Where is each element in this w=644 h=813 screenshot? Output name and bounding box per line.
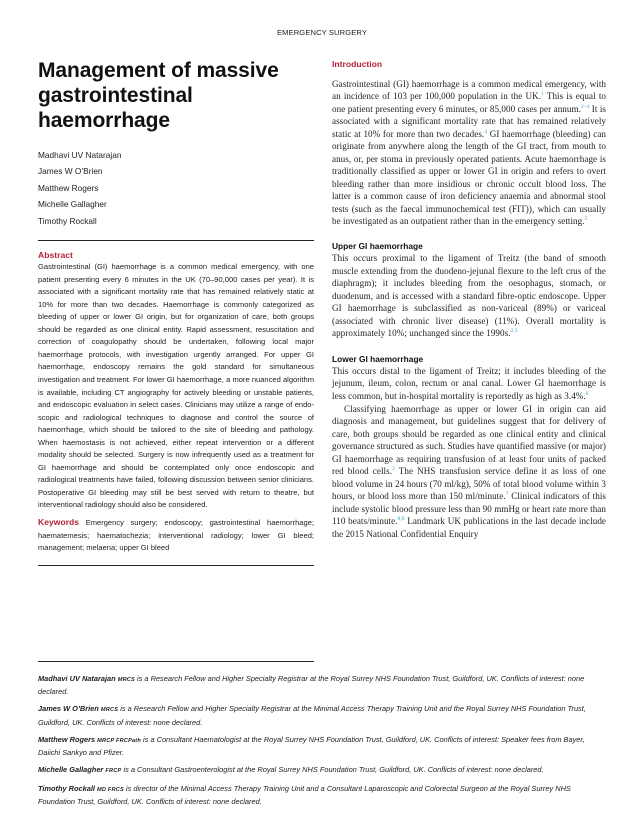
footnote-divider <box>38 661 314 662</box>
citation-link[interactable]: 2,3 <box>510 328 518 335</box>
author-name: Timothy Rockall <box>38 215 97 226</box>
divider <box>38 565 314 566</box>
article-title: Management of massive gastrointestinal haemorrhage <box>38 59 279 132</box>
affiliation-text: is a Consultant Gastroenterologist at the Royal Surrey NHS Foundation Trust, Guildford, UK. Conflicts of interest: none declared. <box>121 764 544 774</box>
text-run: Landmark UK publications in the last decade include the 2015 National Confidential Enquiry <box>332 516 606 539</box>
affiliation-text: is a Research Fellow and Higher Specialty Registrar at the Minimal Access Therapy Training Unit and the Royal Surrey NHS Foundation Trust, Guildford, UK. Conflicts of interest: none declared. <box>38 704 586 727</box>
citation-link[interactable]: 2 <box>392 466 395 473</box>
affiliation-qualifications: MRCS <box>117 677 135 683</box>
running-head: EMERGENCY SURGERY <box>276 28 368 37</box>
affiliation-qualifications: FRCP <box>105 767 122 774</box>
keywords-label: Keywords <box>38 516 80 527</box>
citation-link[interactable]: 1 <box>541 91 544 98</box>
text-run: Clinical indicators of this include systolic blood pressure less than 90 mmHg or heart rate more than 110 beats/minute. <box>332 491 606 527</box>
abstract-text: Gastrointestinal (GI) haemorrhage is a common medical emergency, with one patient presenting every 6 minutes in the UK (70–90,000 cases per year). It is associated with a significant mortality rate that has remained relatively static at 10% for more than two decades. Haemorrhage is commonly categorized as bleeding of upper or lower GI origin, but for organization of care, both groups should be regarded as one clinical entity. Rapid assessment, resuscitation and correction of coagulopathy should be undertaken, following local major haemorrhage protocols, with investigation urgently arranged. For upper GI haemorrhage, endoscopy remains the gold standard for simultaneous investigation and treatment. For lower GI haemorrhage, a more nuanced algorithm is available, including CT angiography for actively bleeding or unstable patients, and endoscopic evaluation in select cases. Clinicians may utilize a range of endoscopic and radiological techniques to diagnose and control the source of haemorrhage, which should be tailored to the site of bleeding and pathology. When haemostasis is not achieved, either repeat intervention or a different modality should be selected. Surgery is now infrequently used as a treatment for GI haemorrhage and should be contemplated only once endoscopic and radiological treatments have failed, following discussion between senior clinicians. Postoperative GI bleeding may still be best served with return to theatre, but interventional radiology should also be considered. <box>38 262 314 510</box>
divider <box>38 240 314 241</box>
affiliation-author: Madhavi UV Natarajan <box>38 674 116 683</box>
keywords-list: Emergency surgery; endoscopy; gastrointestinal haemorrhage; haematemesis; haematochezia; interventional radiology; lower GI bleed; management; melaena; upper GI bleed <box>38 517 314 553</box>
author-name: Michelle Gallagher <box>38 199 107 210</box>
affiliation-note <box>38 764 608 777</box>
citation-link[interactable]: 6 <box>585 390 589 397</box>
text-run: GI haemorrhage (bleeding) can originate from anywhere along the length of the GI tract, from mouth to anus, or, per stoma in previously operated patients. Acute haemorrhage is traditionally classified as upper or lower GI in origin and refers to overt bleeding rather than more insidious or chronic occult blood loss. The latter is a common cause of iron deficiency anaemia and abnormal stool tests (such as the faecal immunochemical test (FIT)), which can usually be investigated as an outpatient rather than in the emergency setting. <box>332 128 606 226</box>
affiliation-qualifications: MD FRCS <box>97 786 124 793</box>
text-run: Gastrointestinal (GI) haemorrhage is a common medical emergency, with an incidence of 103 per 100,000 population in the UK. <box>332 79 606 102</box>
right-column <box>332 58 606 540</box>
affiliation-qualifications: MRCP FRCPath <box>97 737 141 744</box>
affiliation-author: Michelle Gallagher <box>38 764 104 774</box>
citation-link[interactable]: 7 <box>505 491 509 498</box>
upper-gi-heading: Upper GI haemorrhage <box>332 241 423 252</box>
affiliation-note <box>38 783 608 808</box>
affiliation-qualifications: MRCS <box>100 707 119 714</box>
citation-link[interactable]: 5 <box>584 215 588 222</box>
citation-link[interactable]: 2–4 <box>580 103 590 110</box>
text-run: This occurs distal to the ligament of Treitz; it includes bleeding of the jejunum, ileum, colon, rectum or anal canal. Lower GI haemorrhage is less common, but in-hospital mortality is reportedly as high as 3.4%. <box>332 365 606 401</box>
affiliation-author: James W O’Brien <box>38 704 99 714</box>
text-run: Classifying haemorrhage as upper or lower GI in origin can aid diagnosis and management, but guidelines suggest that for delivery of care, both groups should be regarded as one clinical entity and clinical governance structured as such. Studies have quantified massive (or major) GI haemorrhage as requiring transfusion of at least four units of packed red blood cells. <box>332 403 606 477</box>
affiliation-note <box>38 703 608 728</box>
introduction-heading: Introduction <box>332 59 383 69</box>
affiliation-author: Timothy Rockall <box>38 783 95 793</box>
citation-link[interactable]: 4 <box>484 128 488 135</box>
affiliation-author: Matthew Rogers <box>38 734 96 744</box>
author-name: James W O’Brien <box>38 166 103 177</box>
citation-link[interactable]: 8,9 <box>397 516 405 523</box>
author-affiliations <box>38 673 608 813</box>
author-list <box>38 147 314 229</box>
lower-gi-heading: Lower GI haemorrhage <box>332 353 424 364</box>
author-name: Madhavi UV Natarajan <box>38 150 122 160</box>
text-run: This occurs proximal to the ligament of Treitz (the band of smooth muscle extending from the duodeno-jejunal flexure to the left crus of the diaphragm); it includes bleeding from the oesophagus, stomach, or duodenum, and is accessed with a standard fibre-optic endoscope. Upper GI haemorrhage is subclassified as non-variceal (89%) or variceal (associated with chronic liver disease) (11%). Overall mortality is approximately 10%; unchanged since the 1990s. <box>332 253 606 339</box>
upper-gi-paragraph <box>332 252 606 339</box>
affiliation-note <box>38 734 608 759</box>
affiliation-text: is a Research Fellow and Higher Specialty Registrar at the Royal Surrey NHS Foundation Trust, Guildford, UK. Conflicts of interest: none declared. <box>38 674 585 697</box>
text-run: The NHS transfusion service define it as loss of one blood volume in 24 hours (70 ml/kg), 50% of total blood volume within 3 hours, or blood loss more than 150 ml/minute. <box>332 466 606 502</box>
affiliation-text: is director of the Minimal Access Therapy Training Unit and a Consultant Laparoscopic and Colorectal Surgeon at the Royal Surrey NHS Foundation Trust, Guildford, UK. Conflicts of interest: none declared. <box>38 783 571 807</box>
author-name: Matthew Rogers <box>38 182 99 193</box>
left-column <box>38 58 314 566</box>
affiliation-text: is a Consultant Haematologist at the Royal Surrey NHS Foundation Trust, Guildford, UK. Conflicts of interest: Speaker fees from Bayer, Daiichi Sankyo and Pfizer. <box>38 734 585 758</box>
text-run: It is associated with a significant mortality rate that has remained relatively static at 10% for more than two decades. <box>332 103 606 139</box>
text-run: This is equal to one patient presenting every 6 minutes, or 85,000 cases per annum. <box>332 91 607 114</box>
abstract-heading: Abstract <box>38 250 73 261</box>
lower-gi-paragraph <box>332 365 606 402</box>
lower-gi-paragraph <box>332 403 606 540</box>
introduction-paragraph <box>332 78 606 227</box>
keywords <box>38 516 314 555</box>
affiliation-note <box>38 673 608 698</box>
